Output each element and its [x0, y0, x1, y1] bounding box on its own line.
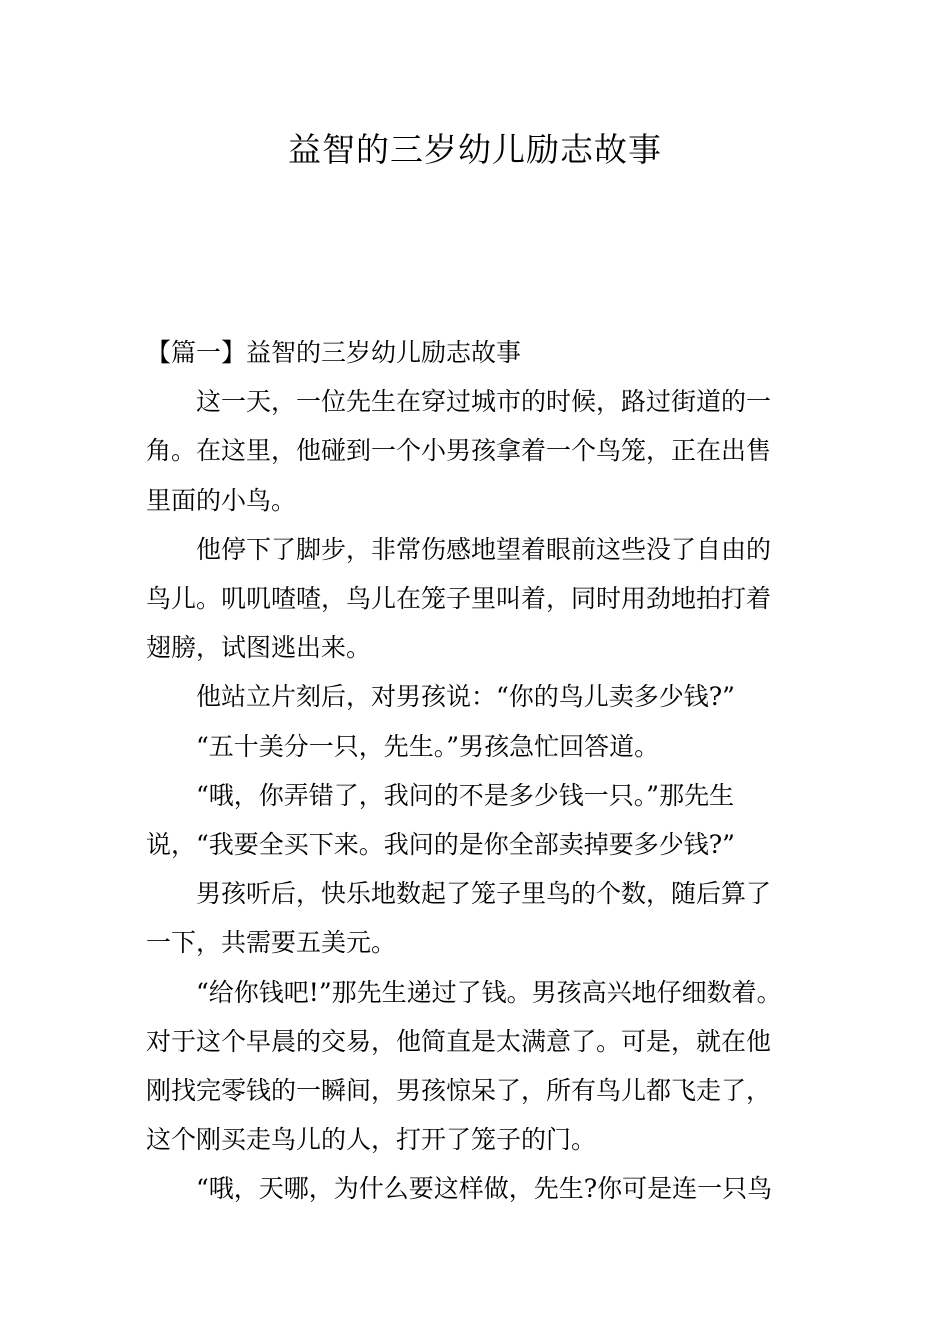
text-line: 说，“我要全买下来。我问的是你全部卖掉要多少钱?” [146, 830, 735, 860]
text-line: 对于这个早晨的交易，他简直是太满意了。可是，就在他 [146, 1026, 772, 1056]
text-line: 角。在这里，他碰到一个小男孩拿着一个鸟笼，正在出售 [146, 436, 772, 466]
text-line: 鸟儿。叽叽喳喳，鸟儿在笼子里叫着，同时用劲地拍打着 [146, 584, 772, 614]
text-line: “给你钱吧!”那先生递过了钱。男孩高兴地仔细数着。 [196, 977, 782, 1007]
document-title: 益智的三岁幼儿励志故事 [288, 130, 662, 169]
text-line: 他停下了脚步，非常伤感地望着眼前这些没了自由的 [196, 534, 772, 564]
text-line: “哦，你弄错了，我问的不是多少钱一只。”那先生 [196, 780, 735, 810]
text-line: 这个刚买走鸟儿的人，打开了笼子的门。 [146, 1125, 597, 1155]
text-line: 他站立片刻后，对男孩说：“你的鸟儿卖多少钱?” [196, 682, 735, 712]
section-heading: 【篇一】益智的三岁幼儿励志故事 [146, 338, 522, 367]
text-line: 刚找完零钱的一瞬间，男孩惊呆了，所有鸟儿都飞走了， [146, 1076, 772, 1106]
text-line: 男孩听后，快乐地数起了笼子里鸟的个数，随后算了 [196, 879, 772, 909]
text-line: “五十美分一只，先生。”男孩急忙回答道。 [196, 731, 660, 761]
text-line: 这一天，一位先生在穿过城市的时候，路过街道的一 [196, 387, 772, 417]
text-line: 翅膀，试图逃出来。 [146, 633, 372, 663]
text-line: 里面的小鸟。 [146, 485, 297, 515]
text-line: “哦，天哪，为什么要这样做，先生?你可是连一只鸟 [196, 1174, 773, 1204]
document-body [146, 328, 836, 1214]
text-line: 一下，共需要五美元。 [146, 928, 397, 958]
